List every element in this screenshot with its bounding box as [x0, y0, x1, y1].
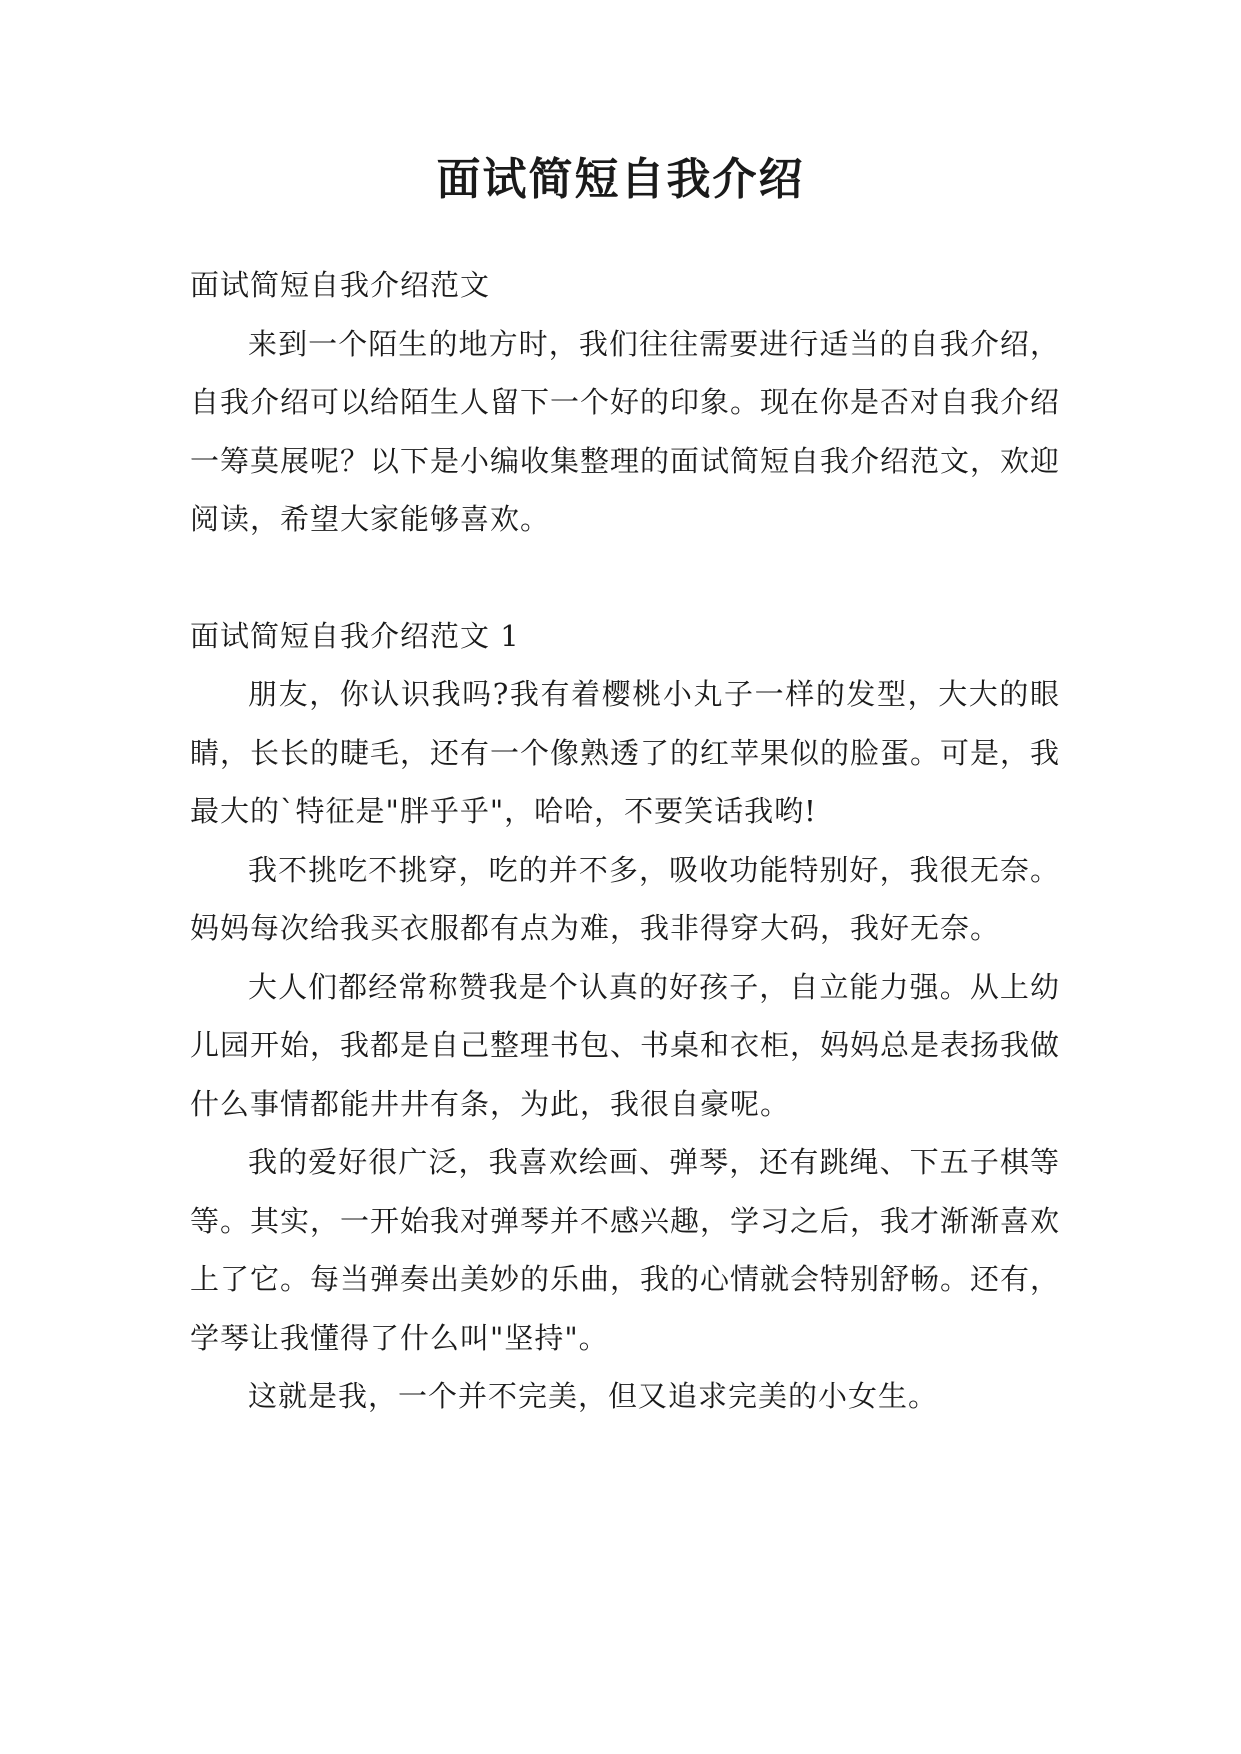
document-title: 面试简短自我介绍	[436, 154, 805, 205]
intro-heading: 面试简短自我介绍范文	[190, 268, 491, 302]
document-body	[190, 256, 1060, 1426]
intro-paragraph: 来到一个陌生的地方时，我们往往需要进行适当的自我介绍，自我介绍可以给陌生人留下一个好的印象。现在你是否对自我介绍一筹莫展呢？以下是小编收集整理的面试简短自我介绍范文，欢迎阅读，希望大家能够喜欢。	[190, 326, 1061, 536]
essay-1-paragraph-4: 我的爱好很广泛，我喜欢绘画、弹琴，还有跳绳、下五子棋等等。其实，一开始我对弹琴并不感兴趣，学习之后，我才渐渐喜欢上了它。每当弹奏出美妙的乐曲，我的心情就会特别舒畅。还有，学琴让我懂得了什么叫"坚持"。	[190, 1145, 1061, 1355]
essay-1-paragraph-2: 我不挑吃不挑穿，吃的并不多，吸收功能特别好，我很无奈。妈妈每次给我买衣服都有点为难，我非得穿大码，我好无奈。	[190, 852, 1060, 945]
section-gap	[190, 549, 1060, 607]
essay-1-heading: 面试简短自我介绍范文 1	[190, 618, 520, 653]
essay-1-paragraph-3: 大人们都经常称赞我是个认真的好孩子，自立能力强。从上幼儿园开始，我都是自己整理书包、书桌和衣柜，妈妈总是表扬我做什么事情都能井井有条，为此，我很自豪呢。	[190, 969, 1061, 1121]
essay-1-paragraph-5: 这就是我，一个并不完美，但又追求完美的小女生。	[248, 1379, 939, 1413]
essay-1-paragraph-1: 朋友，你认识我吗?我有着樱桃小丸子一样的发型，大大的眼睛，长长的睫毛，还有一个像熟透了的红苹果似的脸蛋。可是，我最大的`特征是"胖乎乎"，哈哈，不要笑话我哟!	[190, 677, 1061, 828]
